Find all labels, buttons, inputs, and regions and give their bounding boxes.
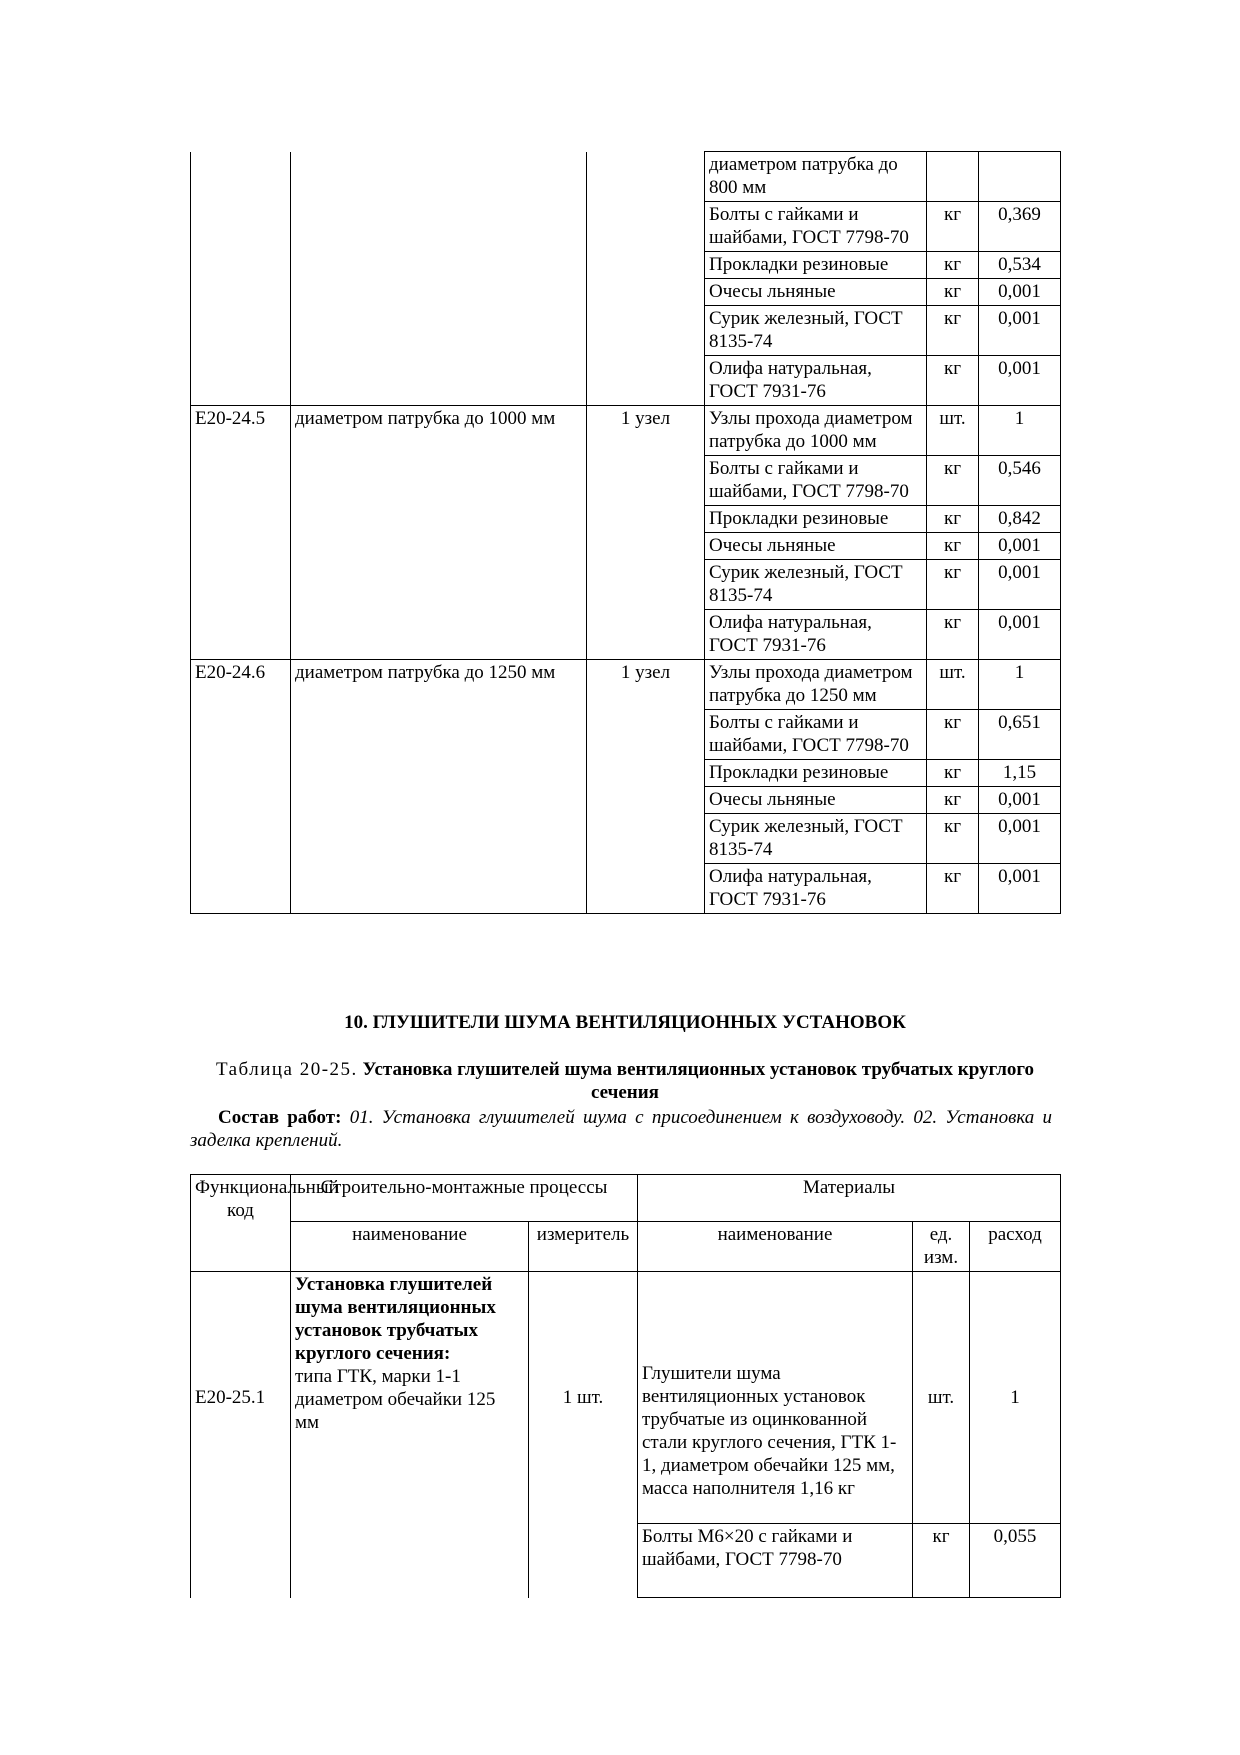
row-material: Олифа натуральная, ГОСТ 7931-76 [705,864,927,914]
row-unit [587,814,705,864]
row-material: Болты с гайками и шайбами, ГОСТ 7798-70 [705,710,927,760]
row-code [191,279,291,306]
header-processes: Строительно-монтажные процессы [291,1175,638,1222]
table-row [191,814,1061,864]
header-process-name: наименование [291,1222,529,1272]
resource-table-continued [190,151,1061,914]
row-material: Очесы льняные [705,533,927,560]
row-material-unit: шт. [927,406,979,456]
row-unit [587,306,705,356]
table-title: Установка глушителей шума вентиляционных установок трубчатых круглого сечения [362,1059,1035,1103]
row-unit [587,456,705,506]
row-code [191,787,291,814]
table-row [191,202,1061,252]
row-name [291,1272,529,1524]
row-unit [587,202,705,252]
row-material-unit: кг [927,506,979,533]
row-material-qty: 0,055 [970,1524,1061,1598]
row-material: Прокладки резиновые [705,760,927,787]
row-material-unit: кг [927,202,979,252]
work-composition-label: Состав работ: [218,1107,342,1128]
work-composition-text: 01. Установка глушителей шума с присоединением к воздуховоду. 02. Установка и заделка креплений. [190,1107,1052,1151]
row-unit [587,152,705,202]
row-unit [587,610,705,660]
row-code: Е20-24.6 [191,660,291,710]
row-name [291,710,587,760]
group-title: Установка глушителей шума вентиляционных установок трубчатых круглого сечения: [295,1274,496,1364]
row-material: Болты М6×20 с гайками и шайбами, ГОСТ 7798-70 [638,1524,913,1598]
row-material: Прокладки резиновые [705,506,927,533]
row-material-qty: 1,15 [979,760,1061,787]
table-row [191,152,1061,202]
row-code [191,533,291,560]
table-row [191,787,1061,814]
row-material-qty: 0,369 [979,202,1061,252]
row-material-qty: 0,534 [979,252,1061,279]
row-unit [587,252,705,279]
row-material: Узлы прохода диаметром патрубка до 1000 мм [705,406,927,456]
row-material-qty: 0,001 [979,356,1061,406]
row-material-unit: шт. [913,1272,970,1524]
table-row [191,533,1061,560]
table-row [191,406,1061,456]
row-unit [587,356,705,406]
table-row [191,1524,1061,1598]
row-material-unit: кг [927,456,979,506]
row-unit: 1 узел [587,406,705,456]
row-name [291,760,587,787]
row-name [291,306,587,356]
row-material: Сурик железный, ГОСТ 8135-74 [705,560,927,610]
row-unit [587,787,705,814]
row-material-unit: кг [927,710,979,760]
table-row [191,306,1061,356]
row-material-qty: 0,001 [979,787,1061,814]
row-material-unit: кг [927,787,979,814]
row-name [291,814,587,864]
row-material-qty: 0,001 [979,560,1061,610]
row-unit [587,533,705,560]
row-unit [587,760,705,787]
table-row [191,760,1061,787]
header-row-1 [191,1175,1061,1222]
row-material-qty: 0,001 [979,279,1061,306]
row-unit: 1 шт. [529,1272,638,1524]
row-code [191,252,291,279]
table-row [191,660,1061,710]
row-material: Сурик железный, ГОСТ 8135-74 [705,306,927,356]
row-name [291,152,587,202]
row-material-unit: шт. [927,660,979,710]
row-material-qty: 1 [979,660,1061,710]
row-material-unit: кг [927,760,979,787]
header-material-unit: ед. изм. [913,1222,970,1272]
table-row [191,710,1061,760]
row-material-unit: кг [927,560,979,610]
header-row-2 [191,1222,1061,1272]
work-composition [190,1106,1052,1152]
row-material: Прокладки резиновые [705,252,927,279]
row-material: диаметром патрубка до 800 мм [705,152,927,202]
header-material-name: наименование [638,1222,913,1272]
row-material-qty: 1 [970,1272,1061,1524]
table-row [191,279,1061,306]
row-code [191,710,291,760]
row-material: Глушители шума вентиляционных установок трубчатые из оцинкованной стали круглого сечения, ГТК 1-1, диаметром обечайки 125 мм, масса наполнителя 1,16 кг [638,1272,913,1524]
row-name-text: типа ГТК, марки 1-1 диаметром обечайки 125 мм [295,1366,496,1433]
header-material-qty: расход [970,1222,1061,1272]
row-unit-empty [529,1524,638,1598]
row-name [291,533,587,560]
row-name [291,610,587,660]
row-unit [587,506,705,533]
table-caption [190,1058,1060,1104]
row-code [191,152,291,202]
row-material: Узлы прохода диаметром патрубка до 1250 мм [705,660,927,710]
row-material-qty: 0,001 [979,864,1061,914]
row-code [191,456,291,506]
row-unit [587,279,705,306]
header-code: Функциональный код [191,1175,291,1272]
table-label: Таблица 20-25. [215,1059,358,1080]
row-code [191,202,291,252]
row-code [191,864,291,914]
row-material: Олифа натуральная, ГОСТ 7931-76 [705,356,927,406]
row-material-qty: 0,001 [979,814,1061,864]
row-material-unit: кг [927,252,979,279]
row-material: Болты с гайками и шайбами, ГОСТ 7798-70 [705,202,927,252]
row-name [291,506,587,533]
row-name: диаметром патрубка до 1000 мм [291,406,587,456]
row-unit [587,710,705,760]
row-name [291,356,587,406]
table-row [191,1272,1061,1524]
table-row [191,356,1061,406]
row-material-unit: кг [927,864,979,914]
row-code-empty [191,1524,291,1598]
row-material-qty: 0,651 [979,710,1061,760]
section-title: 10. ГЛУШИТЕЛИ ШУМА ВЕНТИЛЯЦИОННЫХ УСТАНОВОК [344,1012,906,1033]
row-name [291,560,587,610]
row-material-unit: кг [927,814,979,864]
row-unit: 1 узел [587,660,705,710]
row-code [191,356,291,406]
row-name [291,202,587,252]
row-code [191,560,291,610]
row-material: Очесы льняные [705,787,927,814]
table-row [191,506,1061,533]
row-code: Е20-24.5 [191,406,291,456]
row-material-qty: 0,001 [979,610,1061,660]
row-name [291,252,587,279]
row-name-empty [291,1524,529,1598]
row-code [191,814,291,864]
row-material-qty: 1 [979,406,1061,456]
row-material-unit [927,152,979,202]
row-material: Олифа натуральная, ГОСТ 7931-76 [705,610,927,660]
row-code [191,760,291,787]
table-row [191,560,1061,610]
row-material-unit: кг [927,279,979,306]
row-material-unit: кг [913,1524,970,1598]
row-code: Е20-25.1 [191,1272,291,1524]
row-material-unit: кг [927,533,979,560]
row-material: Очесы льняные [705,279,927,306]
header-process-unit: измеритель [529,1222,638,1272]
row-name: диаметром патрубка до 1250 мм [291,660,587,710]
table-row [191,864,1061,914]
row-code [191,306,291,356]
row-unit [587,560,705,610]
table-row [191,252,1061,279]
row-name [291,279,587,306]
row-name [291,456,587,506]
row-material: Сурик железный, ГОСТ 8135-74 [705,814,927,864]
row-material-qty: 0,842 [979,506,1061,533]
header-materials: Материалы [638,1175,1061,1222]
row-material-qty: 0,001 [979,306,1061,356]
row-material-unit: кг [927,610,979,660]
row-code [191,506,291,533]
row-unit [587,864,705,914]
table-row [191,456,1061,506]
row-material: Болты с гайками и шайбами, ГОСТ 7798-70 [705,456,927,506]
row-material-qty [979,152,1061,202]
row-material-unit: кг [927,306,979,356]
row-material-qty: 0,001 [979,533,1061,560]
resource-table-20-25 [190,1174,1061,1598]
table-row [191,610,1061,660]
row-name [291,864,587,914]
row-code [191,610,291,660]
row-name [291,787,587,814]
row-material-unit: кг [927,356,979,406]
row-material-qty: 0,546 [979,456,1061,506]
